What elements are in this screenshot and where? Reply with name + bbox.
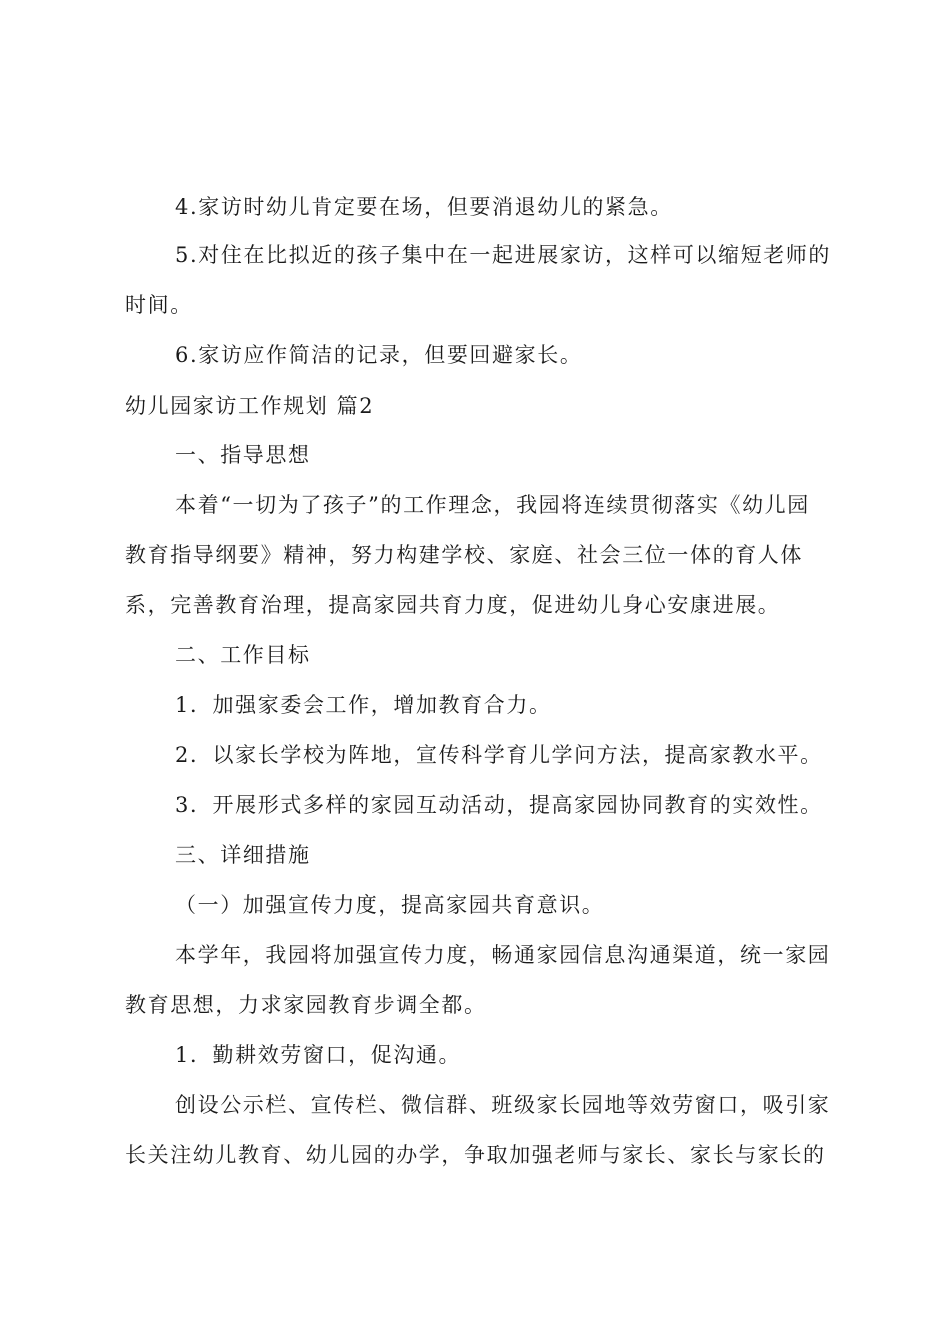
paragraph-line: 本学年，我园将加强宣传力度，畅通家园信息沟通渠道，统一家园: [175, 943, 831, 967]
heading-line: 二、工作目标: [175, 643, 311, 667]
subheading-line: （一）加强宣传力度，提高家园共育意识。: [175, 893, 605, 917]
paragraph-line: 5.对住在比拟近的孩子集中在一起进展家访，这样可以缩短老师的: [175, 243, 832, 267]
paragraph-line: 6.家访应作简洁的记录，但要回避家长。: [175, 343, 583, 367]
heading-line: 一、指导思想: [175, 443, 311, 467]
list-item: 1．勤耕效劳窗口，促沟通。: [175, 1043, 462, 1067]
list-item: 2．以家长学校为阵地，宣传科学育儿学问方法，提高家教水平。: [175, 743, 823, 767]
paragraph-line: 长关注幼儿教育、幼儿园的办学，争取加强老师与家长、家长与家长的: [125, 1143, 826, 1167]
paragraph-line: 本着“一切为了孩子”的工作理念，我园将连续贯彻落实《幼儿园: [175, 493, 810, 517]
paragraph-line: 教育思想，力求家园教育步调全都。: [125, 993, 487, 1017]
paragraph-line: 教育指导纲要》精神，努力构建学校、家庭、社会三位一体的育人体: [125, 543, 803, 567]
section-title: 幼儿园家访工作规划 篇2: [125, 394, 375, 418]
list-item: 3．开展形式多样的家园互动活动，提高家园协同教育的实效性。: [175, 793, 823, 817]
paragraph-line: 系，完善教育治理，提高家园共育力度，促进幼儿身心安康进展。: [125, 593, 781, 617]
list-item: 1．加强家委会工作，增加教育合力。: [175, 693, 552, 717]
paragraph-line: 时间。: [125, 293, 193, 317]
heading-line: 三、详细措施: [175, 843, 311, 867]
paragraph-line: 4.家访时幼儿肯定要在场，但要消退幼儿的紧急。: [175, 195, 673, 219]
paragraph-line: 创设公示栏、宣传栏、微信群、班级家长园地等效劳窗口，吸引家: [175, 1093, 831, 1117]
